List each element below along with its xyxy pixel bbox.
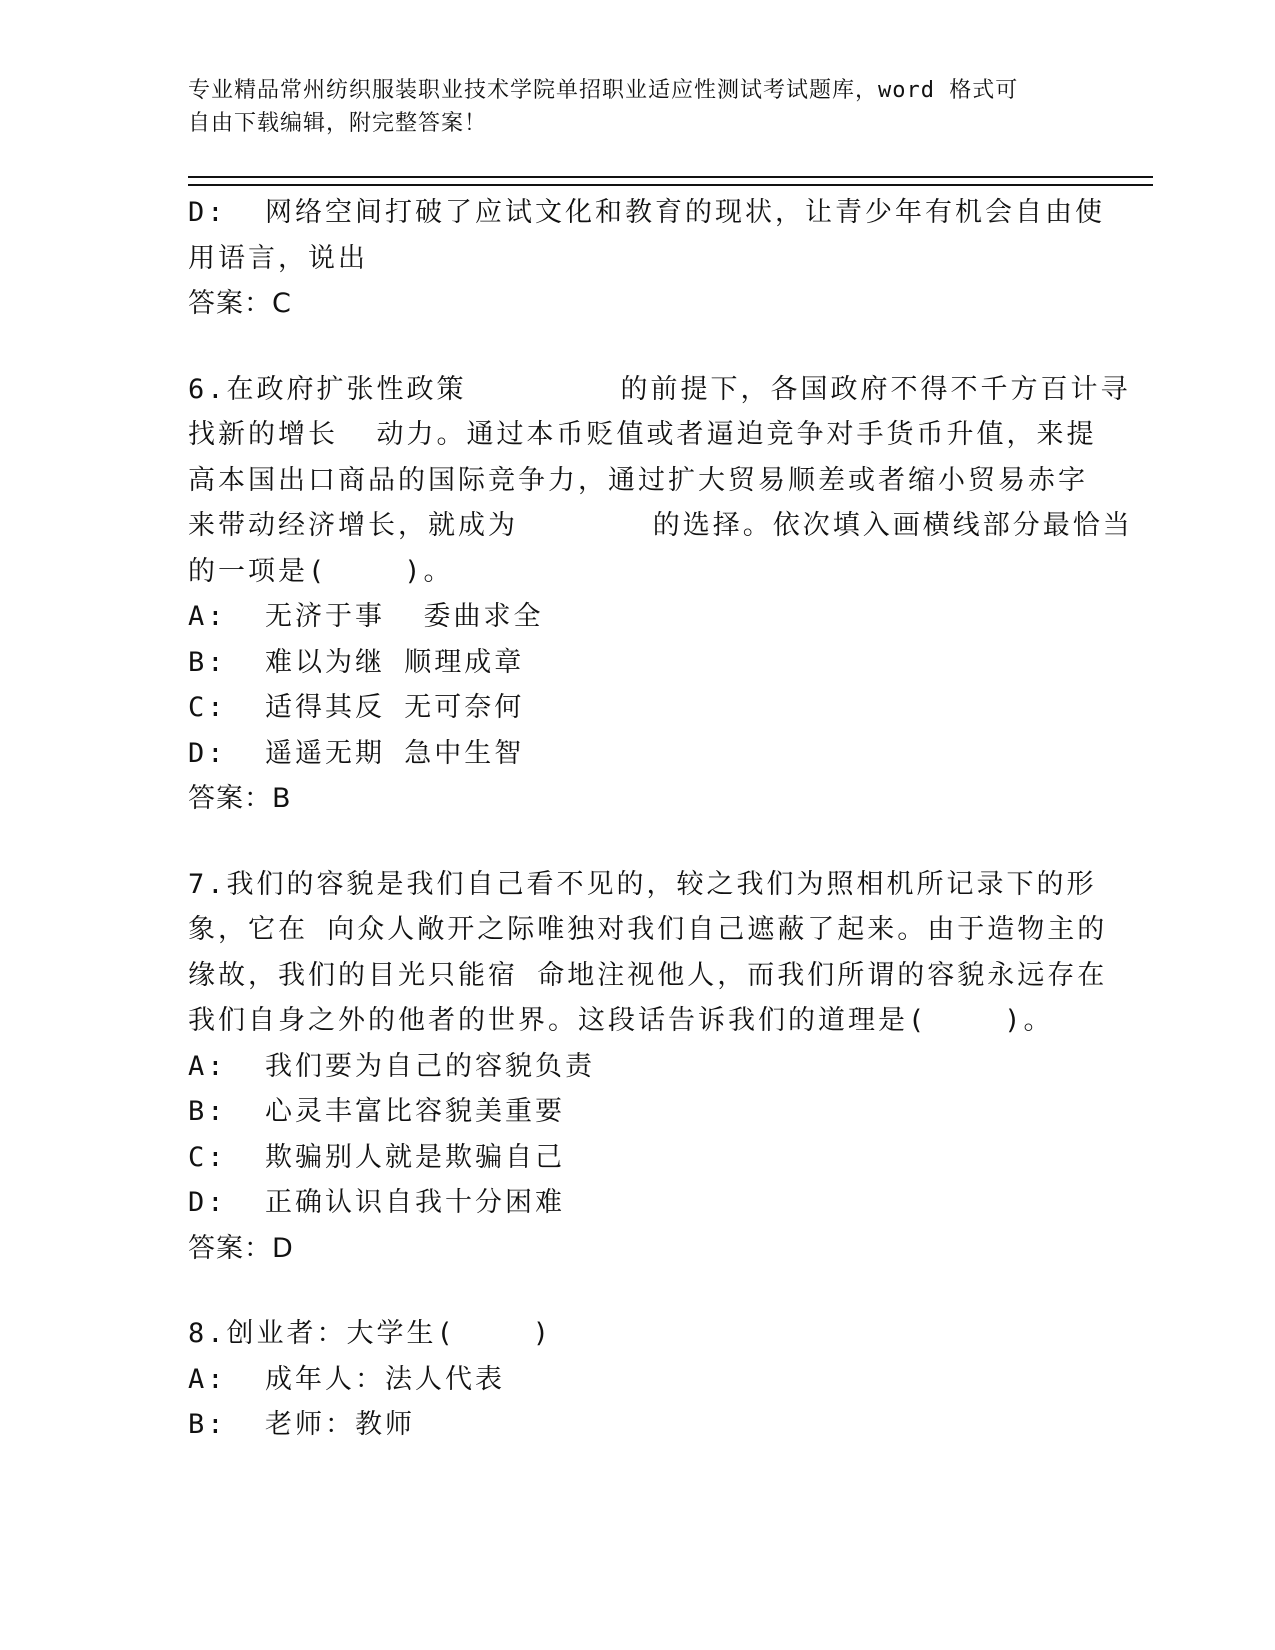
q7-stem-line-2: 象，它在 向众人敞开之际唯独对我们自己遮蔽了起来。由于造物主的 bbox=[188, 914, 1108, 945]
page-header bbox=[188, 74, 1088, 140]
q6-stem-line-3: 高本国出口商品的国际竞争力，通过扩大贸易顺差或者缩小贸易赤字 bbox=[188, 464, 1088, 496]
q7-option-a: A: 我们要为自己的容貌负责 bbox=[188, 1050, 596, 1082]
spacer bbox=[188, 822, 1088, 862]
q6-stem-line-4: 来带动经济增长，就成为 的选择。依次填入画横线部分最恰当 bbox=[188, 510, 1133, 541]
q6-option-a: A: 无济于事 委曲求全 bbox=[188, 601, 544, 632]
q6-answer: 答案：B bbox=[188, 783, 292, 814]
q6-stem-line-1: 6.在政府扩张性政策 的前提下，各国政府不得不千方百计寻 bbox=[188, 373, 1131, 405]
q6-stem-line-2: 找新的增长 动力。通过本币贬值或者逼迫竞争对手货币升值，来提 bbox=[188, 419, 1097, 450]
q5-option-d-line-1: D: 网络空间打破了应试文化和教育的现状，让青少年有机会自由使 bbox=[188, 197, 1106, 228]
q7-option-d: D: 正确认识自我十分困难 bbox=[188, 1187, 566, 1218]
header-divider-top bbox=[188, 176, 1153, 178]
header-line-1: 专业精品常州纺织服装职业技术学院单招职业适应性测试考试题库，word 格式可 bbox=[188, 78, 1019, 103]
q7-stem-line-4: 我们自身之外的他者的世界。这段话告诉我们的道理是( )。 bbox=[188, 1005, 1054, 1036]
q7-stem-line-1: 7.我们的容貌是我们自己看不见的，较之我们为照相机所记录下的形 bbox=[188, 868, 1097, 900]
q5-answer: 答案：C bbox=[188, 288, 292, 319]
q6-option-c: C: 适得其反 无可奈何 bbox=[188, 692, 525, 723]
q7-option-b: B: 心灵丰富比容貌美重要 bbox=[188, 1096, 566, 1127]
q7-answer: 答案：D bbox=[188, 1232, 294, 1264]
question-5-tail bbox=[188, 190, 1106, 327]
question-content bbox=[188, 190, 1133, 1448]
spacer bbox=[188, 327, 1088, 367]
question-7 bbox=[188, 862, 1108, 1272]
q6-option-d: D: 遥遥无期 急中生智 bbox=[188, 737, 525, 769]
q8-stem-line-1: 8.创业者：大学生( ) bbox=[188, 1318, 553, 1349]
q7-option-c: C: 欺骗别人就是欺骗自己 bbox=[188, 1141, 566, 1173]
spacer bbox=[188, 1271, 1088, 1311]
header-line-2: 自由下载编辑，附完整答案！ bbox=[188, 111, 488, 136]
q6-option-b: B: 难以为继 顺理成章 bbox=[188, 646, 525, 678]
question-8 bbox=[188, 1311, 1088, 1448]
header-divider-bottom bbox=[188, 184, 1153, 186]
q5-option-d-line-2: 用语言，说出 bbox=[188, 242, 368, 274]
q8-option-b: B: 老师：教师 bbox=[188, 1409, 416, 1440]
q8-option-a: A: 成年人：法人代表 bbox=[188, 1363, 506, 1395]
question-6 bbox=[188, 367, 1133, 822]
q6-stem-line-5: 的一项是( )。 bbox=[188, 555, 454, 587]
q7-stem-line-3: 缘故，我们的目光只能宿 命地注视他人，而我们所谓的容貌永远存在 bbox=[188, 959, 1108, 991]
